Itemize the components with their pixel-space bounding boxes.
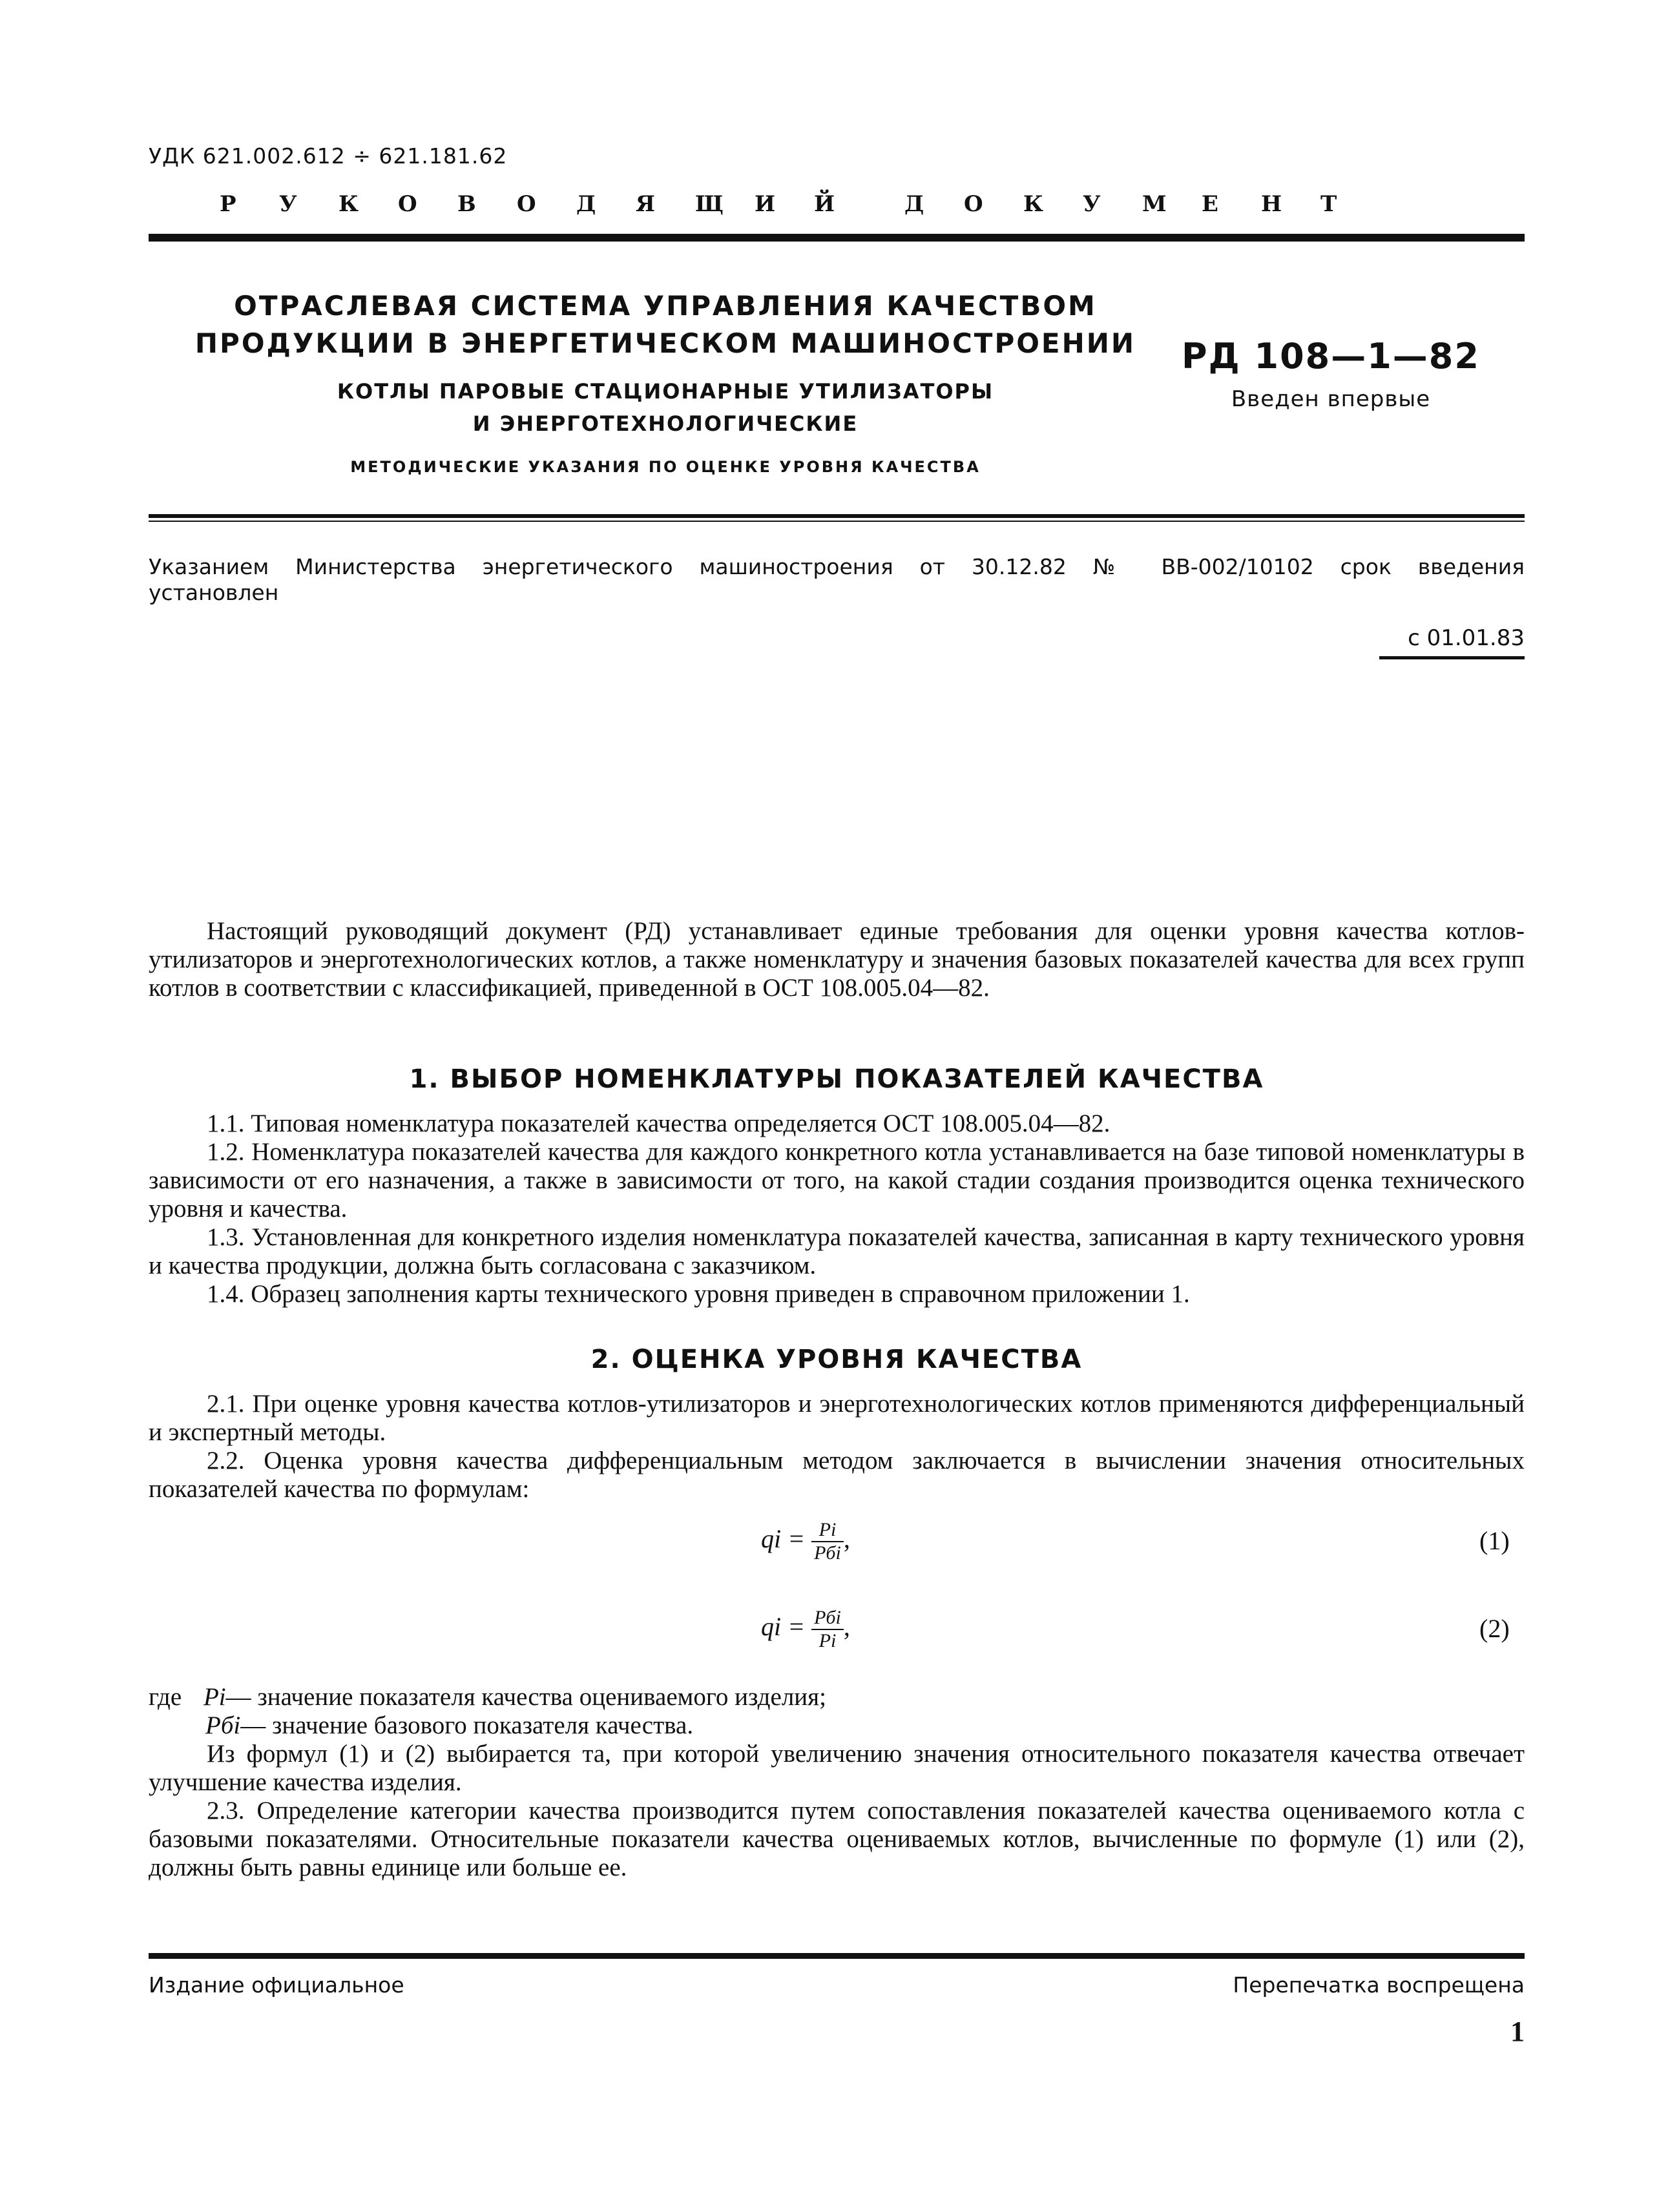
formula-1-lhs: qi = [761, 1524, 806, 1554]
section-1-p3: 1.3. Установленная для конкретного изделия номенклатура показателей качества, записанная в карту технического уровня и качества продукции, должна быть согласована с заказчиком. [149, 1223, 1525, 1279]
intro-paragraph: Настоящий руководящий документ (РД) устанавливает единые требования для оценки уровня качества котлов-утилизаторов и энерготехнологических котлов, а также номенклатуру и значения базовых показателей качества для всех групп котлов в соответствии с классификацией, приведенной в ОСТ 108.005.04—82. [149, 917, 1525, 1002]
footer-rule [149, 1953, 1525, 1959]
section-2-p3: Из формул (1) и (2) выбирается та, при которой увеличению значения относительного показателя качества отвечает улучшение качества изделия. [149, 1740, 1525, 1796]
formula-1-numerator: Pi [811, 1519, 844, 1542]
banner-gap [873, 191, 904, 217]
banner-letter: Р [220, 191, 236, 217]
banner-letter: У [1083, 191, 1101, 217]
top-thick-rule [149, 234, 1525, 242]
banner-letter: Д [904, 191, 924, 217]
section-2-p2: 2.2. Оценка уровня качества дифференциальным методом заключается в вычислении значения относительных показателей качества по формулам: [149, 1447, 1525, 1503]
formula-2-comma: , [843, 1612, 850, 1642]
section-2-p4: 2.3. Определение категории качества производится путем сопоставления показателей качества оцениваемого котла с базовыми показателями. Относительные показатели качества оцениваемых котлов, вычисленные по формуле (1) или (2), должны быть равны единице или больше ее. [149, 1797, 1525, 1881]
banner-letter: В [457, 191, 476, 217]
banner-letter: И [755, 191, 776, 217]
banner-letter: К [1023, 191, 1043, 217]
banner-letter: Й [814, 191, 835, 217]
document-code: РД 108—1—82 [1182, 336, 1480, 377]
section-1-p1: 1.1. Типовая номенклатура показателей качества определяется ОСТ 108.005.04—82. [207, 1110, 1111, 1137]
banner-letter: О [517, 191, 536, 217]
subtitle-line-1: КОТЛЫ ПАРОВЫЕ СТАЦИОНАРНЫЕ УТИЛИЗАТОРЫ [337, 379, 994, 404]
title-block [194, 287, 1137, 476]
udk-code: УДК 621.002.612 ÷ 621.181.62 [149, 143, 508, 169]
section-1-p4: 1.4. Образец заполнения карты технического уровня приведен в справочном приложении 1. [207, 1280, 1190, 1308]
section-2-title: 2. ОЦЕНКА УРОВНЯ КАЧЕСТВА [590, 1345, 1083, 1374]
page-number: 1 [1510, 2016, 1525, 2047]
document-type-banner [220, 191, 1447, 217]
formula-1-comma: , [843, 1524, 850, 1554]
formula-1-fraction [811, 1519, 844, 1564]
footer-right: Перепечатка воспрещена [1233, 1972, 1525, 1998]
where-text-2: — значение базового показателя качества. [240, 1711, 694, 1739]
decree-line-1: Указанием Министерства энергетического машиностроения от 30.12.82 № ВВ-002/10102 срок введения [149, 554, 1525, 579]
banner-letter: О [964, 191, 983, 217]
banner-letter: Я [636, 191, 655, 217]
title-line-1: ОТРАСЛЕВАЯ СИСТЕМА УПРАВЛЕНИЯ КАЧЕСТВОМ [234, 290, 1097, 322]
where-line-1 [149, 1683, 826, 1711]
banner-letter: Щ [695, 191, 724, 217]
formula-2-numerator: Pбi [811, 1607, 844, 1630]
where-text-1: — значение показателя качества оцениваемого изделия; [225, 1683, 826, 1711]
subtitle-line-2: И ЭНЕРГОТЕХНОЛОГИЧЕСКИЕ [472, 411, 859, 436]
decree-line-2: установлен [149, 580, 279, 605]
effective-date: с 01.01.83 [1408, 625, 1525, 651]
formula-2-fraction [811, 1607, 844, 1652]
banner-letter: Д [576, 191, 596, 217]
banner-letter: Н [1261, 191, 1282, 217]
banner-letter: М [1142, 191, 1167, 217]
formula-2 [761, 1607, 850, 1652]
footer-left: Издание официальное [149, 1972, 404, 1998]
banner-letter: К [339, 191, 359, 217]
section-1-title: 1. ВЫБОР НОМЕНКЛАТУРЫ ПОКАЗАТЕЛЕЙ КАЧЕСТВА [409, 1064, 1264, 1094]
title-rule-thick [149, 514, 1525, 518]
subtitle-line-3: МЕТОДИЧЕСКИЕ УКАЗАНИЯ ПО ОЦЕНКЕ УРОВНЯ КАЧЕСТВА [350, 458, 981, 476]
formula-2-lhs: qi = [761, 1612, 806, 1642]
banner-letter: Е [1202, 191, 1218, 217]
where-symbol-1: Pi [203, 1683, 226, 1711]
formula-2-number: (2) [1479, 1614, 1510, 1643]
title-rule-thin [149, 521, 1525, 522]
title-line-2: ПРОДУКЦИИ В ЭНЕРГЕТИЧЕСКОМ МАШИНОСТРОЕНИИ [194, 327, 1136, 359]
where-symbol-2: Pбi [205, 1711, 241, 1739]
section-1-p2: 1.2. Номенклатура показателей качества для каждого конкретного котла устанавливается на базе типовой номенклатуры в зависимости от его назначения, а также в зависимости от того, на какой стадии создания производится оценка технического уровня и качества. [149, 1138, 1525, 1223]
document-note: Введен впервые [1231, 386, 1431, 412]
formula-2-denominator: Pi [819, 1630, 837, 1651]
formula-1-number: (1) [1479, 1526, 1510, 1555]
formula-1 [761, 1519, 850, 1564]
where-prefix: где [149, 1683, 182, 1711]
date-underline [1379, 656, 1525, 659]
banner-letter: У [279, 191, 297, 217]
banner-letter: Т [1320, 191, 1337, 217]
formula-1-denominator: Pбi [814, 1542, 841, 1564]
where-line-2 [205, 1711, 693, 1740]
section-2-p1: 2.1. При оценке уровня качества котлов-утилизаторов и энерготехнологических котлов применяются дифференциальный и экспертный методы. [149, 1390, 1525, 1446]
banner-letter: О [398, 191, 417, 217]
